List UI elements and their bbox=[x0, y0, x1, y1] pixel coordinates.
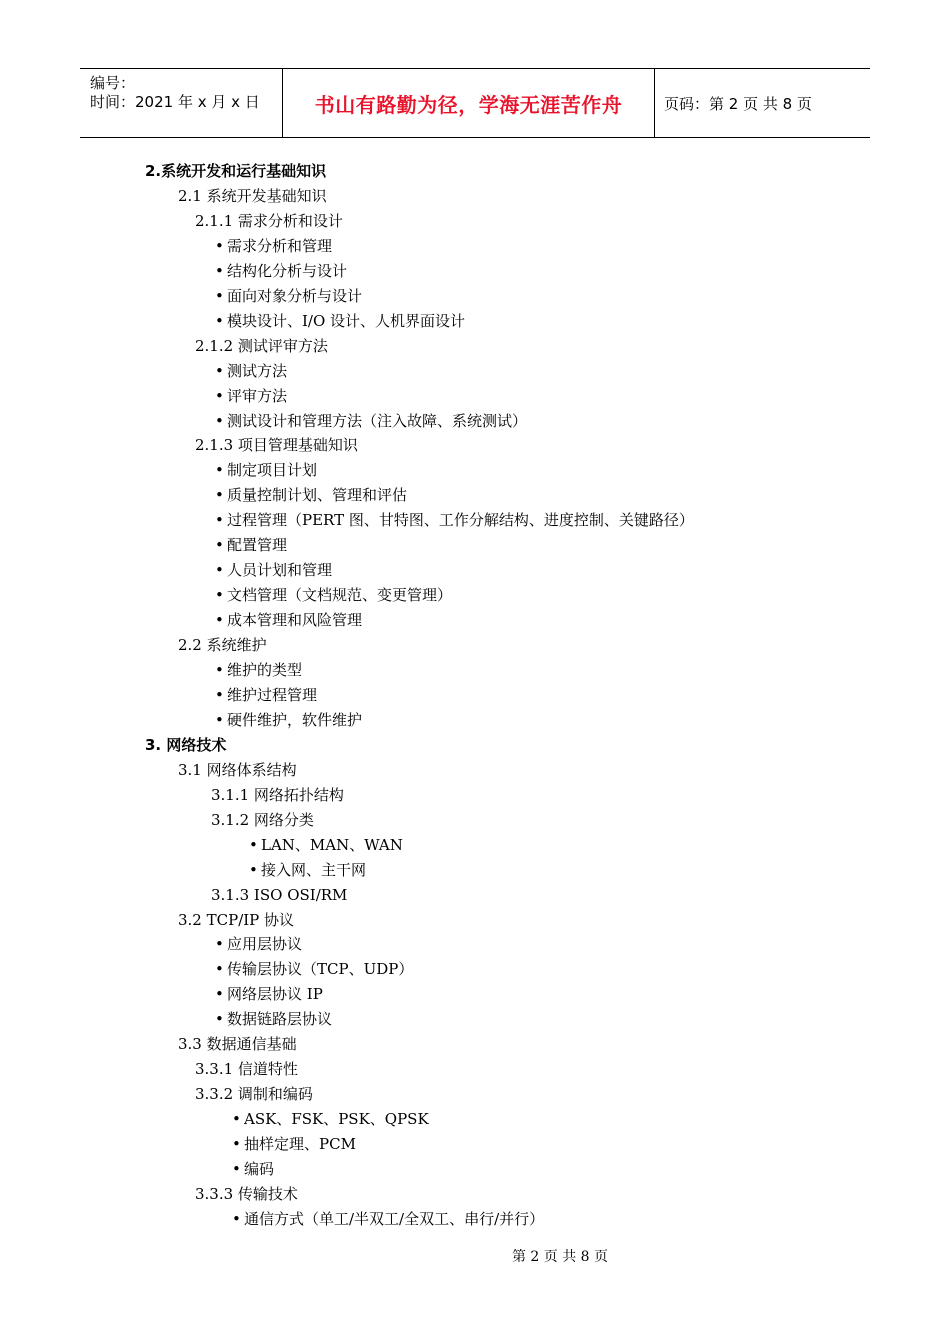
outline-text: 硬件维护，软件维护 bbox=[227, 710, 363, 729]
outline-text: 通信方式（单工/半双工/全双工、串行/并行） bbox=[244, 1209, 545, 1228]
bullet-icon: • bbox=[215, 985, 224, 1004]
outline-text: 模块设计、I/O 设计、人机界面设计 bbox=[227, 311, 466, 330]
outline-text: 过程管理（PERT 图、甘特图、工作分解结构、进度控制、关键路径） bbox=[227, 511, 694, 530]
bullet-icon: • bbox=[215, 286, 224, 305]
outline-text: 3.1.3 ISO OSI/RM bbox=[211, 885, 348, 904]
bullet-icon: • bbox=[249, 860, 258, 879]
outline-text: 文档管理（文档规范、变更管理） bbox=[227, 586, 453, 605]
outline-text: 3.3.2 调制和编码 bbox=[195, 1085, 313, 1104]
bullet-item bbox=[215, 660, 302, 680]
section-heading bbox=[145, 161, 326, 181]
bullet-item bbox=[232, 1159, 274, 1179]
subsection-heading bbox=[195, 336, 328, 356]
bullet-item bbox=[249, 860, 366, 880]
outline-text: 配置管理 bbox=[227, 536, 288, 555]
bullet-item bbox=[215, 261, 347, 281]
bullet-item bbox=[215, 560, 332, 580]
outline-text: 数据链路层协议 bbox=[227, 1010, 333, 1029]
bullet-icon: • bbox=[215, 311, 224, 330]
outline-text: 制定项目计划 bbox=[227, 461, 318, 480]
bullet-icon: • bbox=[232, 1110, 241, 1129]
subsection-heading bbox=[178, 186, 327, 206]
section-heading bbox=[145, 735, 226, 755]
subsection-heading bbox=[211, 810, 314, 830]
outline-text: 3.1.2 网络分类 bbox=[211, 810, 314, 829]
subsection-heading bbox=[195, 1084, 313, 1104]
outline-text: 网络层协议 IP bbox=[227, 985, 323, 1004]
bullet-icon: • bbox=[215, 685, 224, 704]
outline-text: 人员计划和管理 bbox=[227, 561, 333, 580]
bullet-item bbox=[215, 610, 362, 630]
outline-text: 3.3 数据通信基础 bbox=[178, 1035, 297, 1054]
bullet-icon: • bbox=[232, 1209, 241, 1228]
outline-text: 3.3.3 传输技术 bbox=[195, 1184, 298, 1203]
bullet-icon: • bbox=[215, 461, 224, 480]
bullet-item bbox=[215, 510, 694, 530]
outline-text: 3. 网络技术 bbox=[145, 735, 227, 754]
bullet-icon: • bbox=[215, 661, 224, 679]
outline-text: 3.1 网络体系结构 bbox=[178, 760, 297, 779]
bullet-icon: • bbox=[215, 611, 224, 630]
outline-text: 3.3.1 信道特性 bbox=[195, 1060, 298, 1079]
bullet-icon: • bbox=[215, 236, 224, 255]
bullet-icon: • bbox=[215, 361, 224, 380]
subsection-heading bbox=[178, 910, 294, 930]
subsection-heading bbox=[195, 435, 358, 455]
bullet-item bbox=[215, 585, 452, 605]
outline-text: 2.1.3 项目管理基础知识 bbox=[195, 436, 358, 455]
bullet-icon: • bbox=[215, 511, 224, 530]
page-footer bbox=[0, 1246, 950, 1266]
bullet-icon: • bbox=[215, 561, 224, 580]
bullet-item bbox=[215, 685, 317, 705]
bullet-item bbox=[232, 1109, 429, 1129]
outline-text: 抽样定理、PCM bbox=[244, 1135, 356, 1154]
bullet-item bbox=[215, 311, 465, 331]
outline-text: 2.1.1 需求分析和设计 bbox=[195, 211, 343, 230]
bullet-icon: • bbox=[215, 486, 224, 505]
page-info-text: 页码：第 2 页 共 8 页 bbox=[664, 94, 812, 113]
outline-text: 成本管理和风险管理 bbox=[227, 611, 363, 630]
outline-text: 维护过程管理 bbox=[227, 685, 318, 704]
bullet-item bbox=[249, 835, 403, 855]
bullet-item bbox=[232, 1134, 356, 1154]
bullet-icon: • bbox=[215, 386, 224, 405]
subsection-heading bbox=[211, 885, 347, 905]
bullet-icon: • bbox=[215, 710, 224, 729]
bullet-icon: • bbox=[232, 1135, 241, 1154]
outline-text: 质量控制计划、管理和评估 bbox=[227, 486, 408, 505]
subsection-heading bbox=[195, 1059, 298, 1079]
subsection-heading bbox=[195, 1184, 298, 1204]
outline-text: 编码 bbox=[244, 1160, 275, 1178]
outline-text: 测试设计和管理方法（注入故障、系统测试） bbox=[227, 411, 528, 430]
outline-text: 3.1.1 网络拓扑结构 bbox=[211, 785, 344, 804]
outline-text: 面向对象分析与设计 bbox=[227, 286, 363, 305]
time-label: 时间：2021 年 x 月 x 日 bbox=[90, 93, 260, 111]
outline-text: 应用层协议 bbox=[227, 935, 303, 954]
bullet-item bbox=[215, 286, 362, 306]
outline-text: 2.1 系统开发基础知识 bbox=[178, 186, 327, 205]
bullet-item bbox=[232, 1209, 544, 1229]
number-label: 编号： bbox=[90, 74, 136, 92]
bullet-item bbox=[215, 411, 527, 431]
bullet-icon: • bbox=[249, 835, 258, 854]
bullet-icon: • bbox=[215, 960, 224, 979]
subsection-heading bbox=[211, 785, 344, 805]
bullet-item bbox=[215, 934, 302, 954]
bullet-item bbox=[215, 984, 323, 1004]
bullet-item bbox=[215, 535, 287, 555]
outline-text: 2.2 系统维护 bbox=[178, 636, 267, 655]
bullet-item bbox=[215, 485, 407, 505]
outline-text: 维护的类型 bbox=[227, 661, 303, 679]
bullet-icon: • bbox=[232, 1160, 241, 1178]
bullet-item bbox=[215, 460, 317, 480]
bullet-icon: • bbox=[215, 411, 224, 430]
outline-text: ASK、FSK、PSK、QPSK bbox=[244, 1110, 429, 1129]
bullet-icon: • bbox=[215, 1010, 224, 1029]
bullet-icon: • bbox=[215, 586, 224, 605]
motto-cell bbox=[283, 69, 655, 137]
subsection-heading bbox=[178, 635, 267, 655]
subsection-heading bbox=[178, 1034, 297, 1054]
outline-text: 3.2 TCP/IP 协议 bbox=[178, 910, 295, 929]
page-info-cell bbox=[655, 69, 870, 137]
subsection-heading bbox=[178, 760, 297, 780]
motto-text: 书山有路勤为径，学海无涯苦作舟 bbox=[314, 92, 623, 117]
outline-text: LAN、MAN、WAN bbox=[261, 835, 403, 854]
footer-page-number: 第 2 页 共 8 页 bbox=[511, 1249, 609, 1265]
outline-text: 接入网、主干网 bbox=[261, 860, 367, 879]
bullet-icon: • bbox=[215, 536, 224, 555]
bullet-icon: • bbox=[215, 261, 224, 280]
bullet-item bbox=[215, 710, 362, 730]
outline-text: 评审方法 bbox=[227, 386, 288, 405]
bullet-item bbox=[215, 1009, 332, 1029]
bullet-item bbox=[215, 386, 287, 406]
outline-text: 测试方法 bbox=[227, 361, 288, 380]
header-meta-cell bbox=[80, 69, 283, 137]
outline-text: 2.系统开发和运行基础知识 bbox=[145, 162, 327, 180]
bullet-item bbox=[215, 236, 332, 256]
subsection-heading bbox=[195, 211, 343, 231]
outline-text: 需求分析和管理 bbox=[227, 236, 333, 255]
bullet-icon: • bbox=[215, 935, 224, 954]
outline-text: 2.1.2 测试评审方法 bbox=[195, 336, 328, 355]
outline-text: 结构化分析与设计 bbox=[227, 261, 348, 280]
bullet-item bbox=[215, 361, 287, 381]
outline-text: 传输层协议（TCP、UDP） bbox=[227, 960, 414, 979]
bullet-item bbox=[215, 959, 413, 979]
header-table bbox=[80, 68, 870, 138]
